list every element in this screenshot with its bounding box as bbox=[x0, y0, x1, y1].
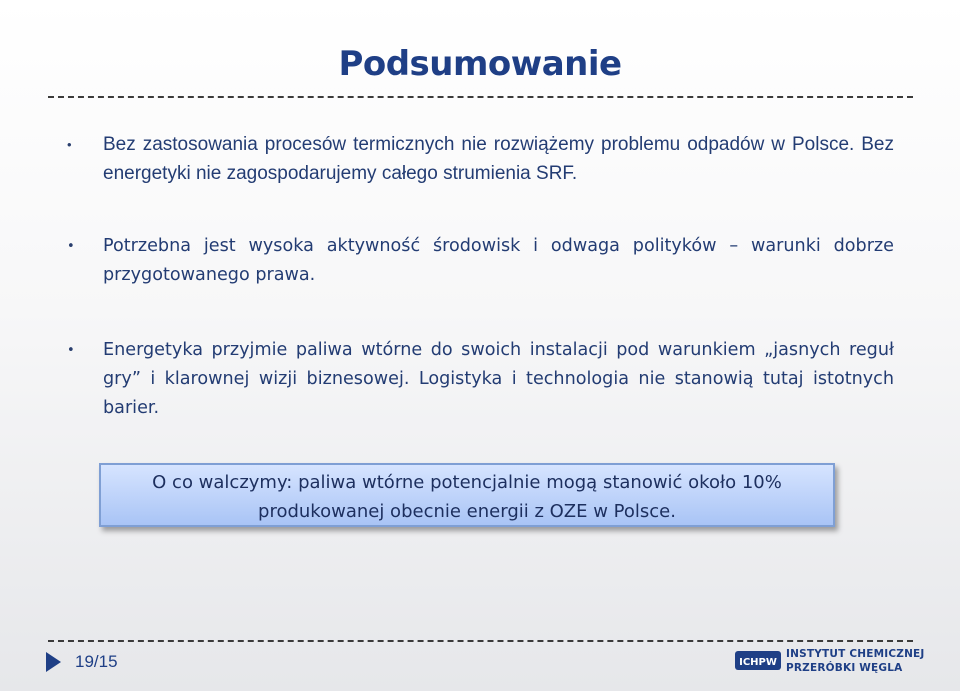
callout-box: O co walczymy: paliwa wtórne potencjalnie mogą stanowić około 10% produkowanej obecnie energii z OZE w Polsce. bbox=[99, 463, 835, 527]
slide-title: Podsumowanie bbox=[338, 44, 622, 84]
logo-acronym: ICHPW bbox=[739, 657, 777, 668]
top-divider bbox=[48, 96, 913, 98]
bullet-1: • Bez zastosowania procesów termicznych nie rozwiążemy problemu odpadów w Polsce. Bez energetyki nie zagospodarujemy całego strumienia SRF. bbox=[103, 130, 894, 188]
bullet-3: • Energetyka przyjmie paliwa wtórne do swoich instalacji pod warunkiem „jasnych reguł gry” i klarownej wizji biznesowej. Logistyka i technologia nie stanowią tutaj istotnych barier. bbox=[103, 336, 894, 423]
institute-name bbox=[786, 647, 925, 675]
institute-name-line1: INSTYTUT CHEMICZNEJ bbox=[786, 648, 925, 660]
page-number: 19/15 bbox=[75, 652, 118, 671]
bullet-2: • Potrzebna jest wysoka aktywność środowisk i odwaga polityków – warunki dobrze przygotowanego prawa. bbox=[103, 232, 894, 290]
ichpw-logo-icon bbox=[735, 648, 781, 674]
institute-name-line2: PRZERÓBKI WĘGLA bbox=[786, 662, 903, 674]
next-slide-icon[interactable] bbox=[46, 652, 61, 672]
bottom-divider bbox=[48, 640, 913, 642]
